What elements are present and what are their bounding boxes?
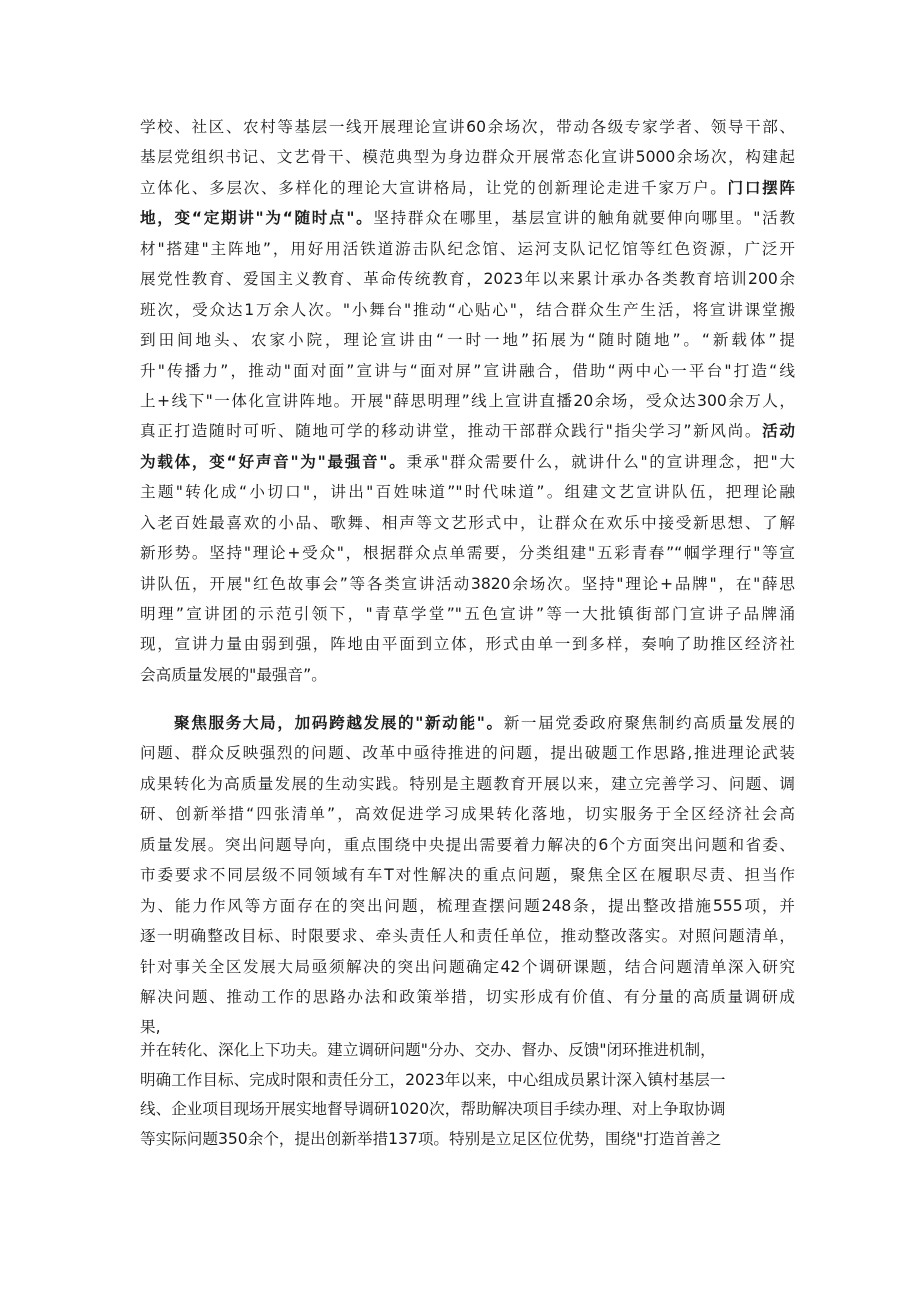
text-line <box>140 203 795 233</box>
text-segment: 入老百姓最喜欢的小品、歌舞、相声等文艺形式中，让群众在欢乐中接受新思想、了解 <box>140 513 795 532</box>
text-segment: 针对事关全区发展大局亟须解决的突出问题确定42个调研课题，结合问题清单深入研究 <box>140 957 795 976</box>
bold-text-segment: 门口摆阵 <box>727 178 795 197</box>
text-line <box>140 325 795 355</box>
text-line <box>140 982 795 1012</box>
paragraph-3 <box>140 1036 780 1154</box>
text-line <box>140 1036 780 1066</box>
text-line <box>140 569 795 599</box>
text-line <box>140 1125 780 1155</box>
text-segment: 现，宣讲力量由弱到强，阵地由平面到立体，形式由单一到多样，奏响了助推区经济社 <box>140 635 795 654</box>
text-line <box>140 860 795 890</box>
text-line <box>140 921 795 951</box>
text-segment: 升"传播力”，推动"面对面”宣讲与“面对屏”宣讲融合，借助“两中心一平台"打造“线 <box>140 361 795 380</box>
text-line <box>140 599 795 629</box>
text-segment: 成果转化为高质量发展的生动实践。特别是主题教育开展以来，建立完善学习、问题、调 <box>140 774 795 793</box>
paragraph-2 <box>140 708 795 1043</box>
text-line <box>140 477 795 507</box>
text-segment: 主题"转化成“小切口"，讲出"百姓味道”"时代味道”。组建文艺宣讲队伍，把理论融 <box>140 483 795 502</box>
text-line <box>140 508 795 538</box>
text-line <box>140 386 795 416</box>
text-line <box>140 112 795 142</box>
text-line <box>140 1095 780 1125</box>
text-segment: 上+线下"一体化宣讲阵地。开展"薛思明理”线上宣讲直播20余场，受众达300余万人， <box>140 391 795 410</box>
text-segment: 解决问题、推动工作的思路办法和政策举措，切实形成有价值、有分量的高质量调研成 <box>140 987 795 1006</box>
text-segment: 基层党组织书记、文艺骨干、模范典型为身边群众开展常态化宣讲5000余场次，构建起 <box>140 148 795 167</box>
text-segment: 材"搭建"主阵地”，用好用活铁道游击队纪念馆、运河支队记忆馆等红色资源，广泛开 <box>140 239 795 258</box>
text-segment: 线、企业项目现场开展实地督导调研1020次，帮助解决项目手续办理、对上争取协调 <box>140 1100 726 1118</box>
text-line <box>140 142 795 172</box>
text-line <box>140 416 795 446</box>
text-line <box>140 952 795 982</box>
text-line <box>140 264 795 294</box>
text-segment: 新形势。坚持"理论+受众"，根据群众点单需要，分类组建"五彩青春”“帼学理行"等宣 <box>140 544 795 563</box>
text-line <box>140 1066 780 1096</box>
text-line <box>140 738 795 768</box>
text-segment: 到田间地头、农家小院，理论宣讲由“一时一地”拓展为“随时随地”。“新载体”提 <box>140 331 795 350</box>
paragraph-1 <box>140 112 795 690</box>
text-segment: 学校、社区、农村等基层一线开展理论宣讲60余场次，带动各级专家学者、领导干部、 <box>140 118 795 136</box>
text-line <box>140 629 795 659</box>
text-line <box>140 295 795 325</box>
text-line <box>140 173 795 203</box>
text-segment: 坚持群众在哪里，基层宣讲的触角就要伸向哪里。"活教 <box>373 209 795 228</box>
text-line <box>140 447 795 477</box>
text-line <box>140 708 795 738</box>
text-segment: 会高质量发展的"最强音”。 <box>140 665 327 684</box>
bold-text-segment: 聚焦服务大局，加码跨越发展的"新动能"。 <box>174 714 504 732</box>
text-segment: 真正打造随时可听、随地可学的移动讲堂，推动干部群众践行"指尖学习”新风尚。 <box>140 422 763 441</box>
text-segment: 质量发展。突出问题导向，重点围绕中央提出需要着力解决的6个方面突出问题和省委、 <box>140 835 795 854</box>
text-segment: 研、创新举措“四张清单”，高效促进学习成果转化落地，切实服务于全区经济社会高 <box>140 805 795 824</box>
text-line <box>140 799 795 829</box>
text-segment: 新一届党委政府聚焦制约高质量发展的 <box>503 714 795 732</box>
bold-text-segment: 活动 <box>762 422 795 441</box>
text-line <box>140 891 795 921</box>
text-segment: 问题、群众反映强烈的问题、改革中亟待推进的问题，提出破题工作思路,推进理论武装 <box>140 744 795 763</box>
text-segment: 立体化、多层次、多样化的理论大宣讲格局，让党的创新理论走进千家万户。 <box>140 178 728 197</box>
text-segment: 果, <box>140 1018 161 1037</box>
text-line <box>140 769 795 799</box>
text-segment: 讲队伍，开展"红色故事会”等各类宣讲活动3820余场次。坚持"理论+品牌"，在"薛思 <box>140 574 795 593</box>
text-segment: 明确工作目标、完成时限和责任分工，2023年以来，中心组成员累计深入镇村基层一 <box>140 1070 726 1089</box>
text-segment: 等实际问题350余个，提出创新举措137项。特别是立足区位优势，围绕"打造首善之 <box>140 1129 722 1148</box>
text-line <box>140 538 795 568</box>
text-line <box>140 234 795 264</box>
text-segment: 为、能力作风等方面存在的突出问题，梳理查摆问题248条，提出整改措施555项，并 <box>140 896 795 915</box>
text-line <box>140 830 795 860</box>
bold-text-segment: 为载体，变“好声音"为"最强音"。 <box>140 452 407 471</box>
text-segment: 秉承"群众需要什么，就讲什么"的宣讲理念，把"大 <box>406 452 795 471</box>
text-segment: 并在转化、深化上下功夫。建立调研问题"分办、交办、督办、反馈"闭环推进机制， <box>140 1041 716 1059</box>
text-segment: 明理”宣讲团的示范引领下，"青草学堂”"五色宣讲”等一大批镇街部门宣讲子品牌涌 <box>140 605 795 623</box>
text-line <box>140 356 795 386</box>
text-segment: 逐一明确整改目标、时限要求、牵头责任人和责任单位，推动整改落实。对照问题清单， <box>140 927 795 946</box>
bold-text-segment: 地，变“定期讲"为“随时点"。 <box>140 209 374 228</box>
text-segment: 班次，受众达1万余人次。"小舞台"推动“心贴心"，结合群众生产生活，将宣讲课堂搬 <box>140 300 795 319</box>
text-segment: 展党性教育、爱国主义教育、革命传统教育，2023年以来累计承办各类教育培训200余 <box>140 270 795 289</box>
text-line <box>140 660 795 690</box>
text-segment: 市委要求不同层级不同领域有车T对性解决的重点问题，聚焦全区在履职尽责、担当作 <box>140 866 795 885</box>
